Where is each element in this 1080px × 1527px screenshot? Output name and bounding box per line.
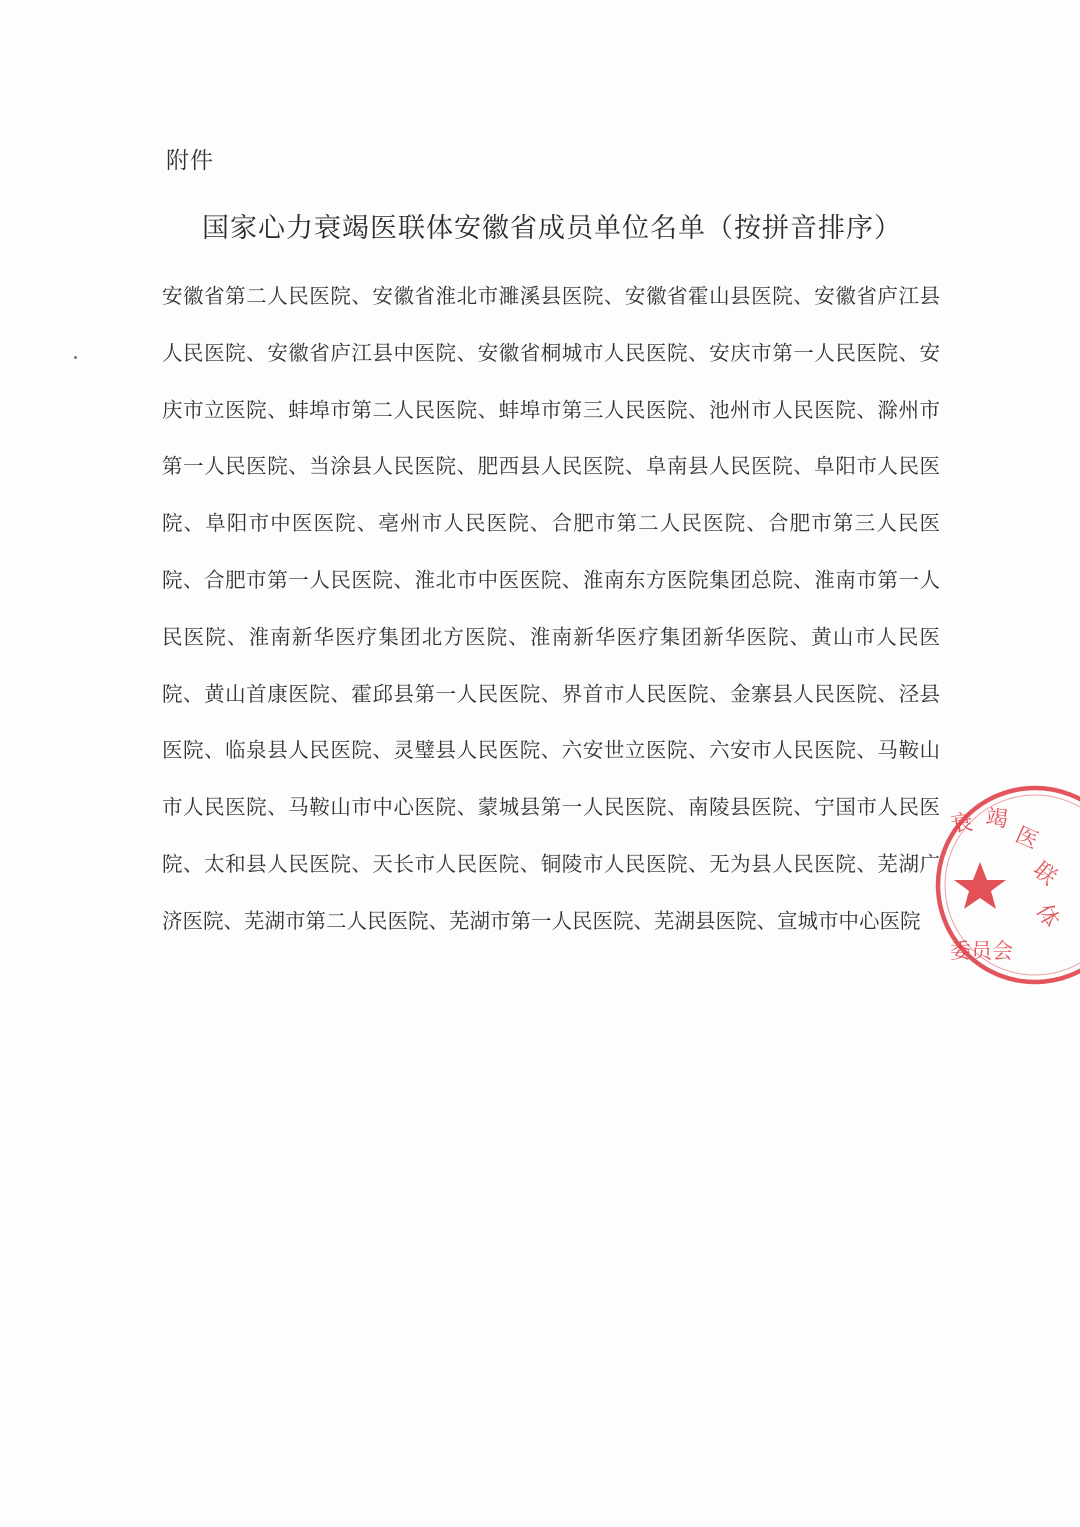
svg-text:竭: 竭 [984, 805, 1010, 834]
svg-text:体: 体 [1030, 900, 1064, 933]
member-list-paragraph: 安徽省第二人民医院、安徽省淮北市濉溪县医院、安徽省霍山县医院、安徽省庐江县人民医院、安徽省庐江县中医院、安徽省桐城市人民医院、安庆市第一人民医院、安庆市立医院、蚌埠市第二人民医院、蚌埠市第三人民医院、池州市人民医院、滁州市第一人民医院、当涂县人民医院、肥西县人民医院、阜南县人民医院、阜阳市人民医院、阜阳市中医医院、亳州市人民医院、合肥市第二人民医院、合肥市第三人民医院、合肥市第一人民医院、淮北市中医医院、淮南东方医院集团总院、淮南市第一人民医院、淮南新华医疗集团北方医院、淮南新华医疗集团新华医院、黄山市人民医院、黄山首康医院、霍邱县第一人民医院、界首市人民医院、金寨县人民医院、泾县医院、临泉县人民医院、灵璧县人民医院、六安世立医院、六安市人民医院、马鞍山市人民医院、马鞍山市中心医院、蒙城县第一人民医院、南陵县医院、宁国市人民医院、太和县人民医院、天长市人民医院、铜陵市人民医院、无为县人民医院、芜湖广济医院、芜湖市第二人民医院、芜湖市第一人民医院、芜湖县医院、宣城市中心医院 [162, 284, 940, 933]
attachment-label: 附件 [166, 148, 214, 174]
svg-text:医: 医 [1011, 822, 1042, 855]
seal-star-icon [954, 862, 1006, 909]
svg-text:衰: 衰 [949, 810, 975, 838]
scan-speck [74, 356, 77, 359]
svg-text:委员会: 委员会 [950, 939, 1013, 963]
svg-text:联: 联 [1028, 857, 1062, 891]
official-seal-stamp [930, 780, 1080, 990]
document-title: 国家心力衰竭医联体安徽省成员单位名单（按拼音排序） [202, 213, 902, 244]
